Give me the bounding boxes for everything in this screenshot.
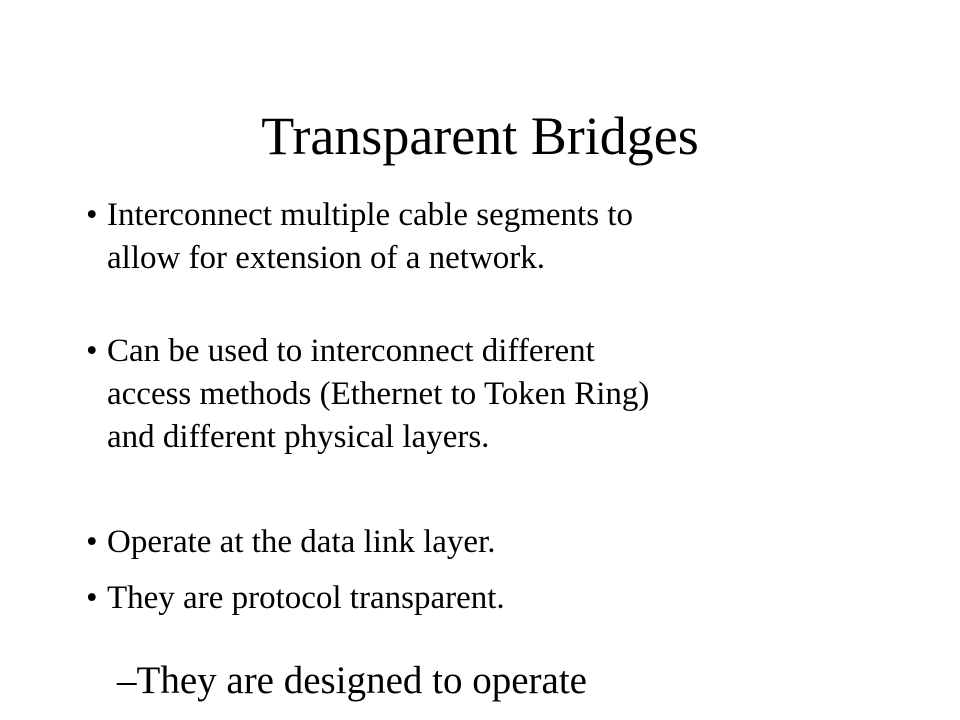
bullet-text-line: Interconnect multiple cable segments to (107, 197, 633, 233)
bullet-text-line: They are protocol transparent. (107, 580, 505, 616)
bullet-text-line: Can be used to interconnect different (107, 333, 595, 369)
slide-title: Transparent Bridges (261, 106, 699, 166)
bullet-item (86, 194, 633, 280)
bullet-item (86, 577, 505, 620)
bullet-dot: • (86, 580, 98, 616)
bullet-item (86, 521, 496, 564)
bullet-text-line: access methods (Ethernet to Token Ring) (107, 376, 650, 412)
bullet-text-line: allow for extension of a network. (107, 240, 546, 276)
sub-bullet: –They are designed to operate (117, 659, 587, 702)
bullet-dot: • (86, 524, 98, 560)
bullet-dot: • (86, 333, 98, 369)
bullet-text-line: Operate at the data link layer. (107, 524, 496, 560)
bullet-dot: • (86, 197, 98, 233)
bullet-text-line: and different physical layers. (107, 419, 490, 455)
bullet-item (86, 330, 649, 459)
